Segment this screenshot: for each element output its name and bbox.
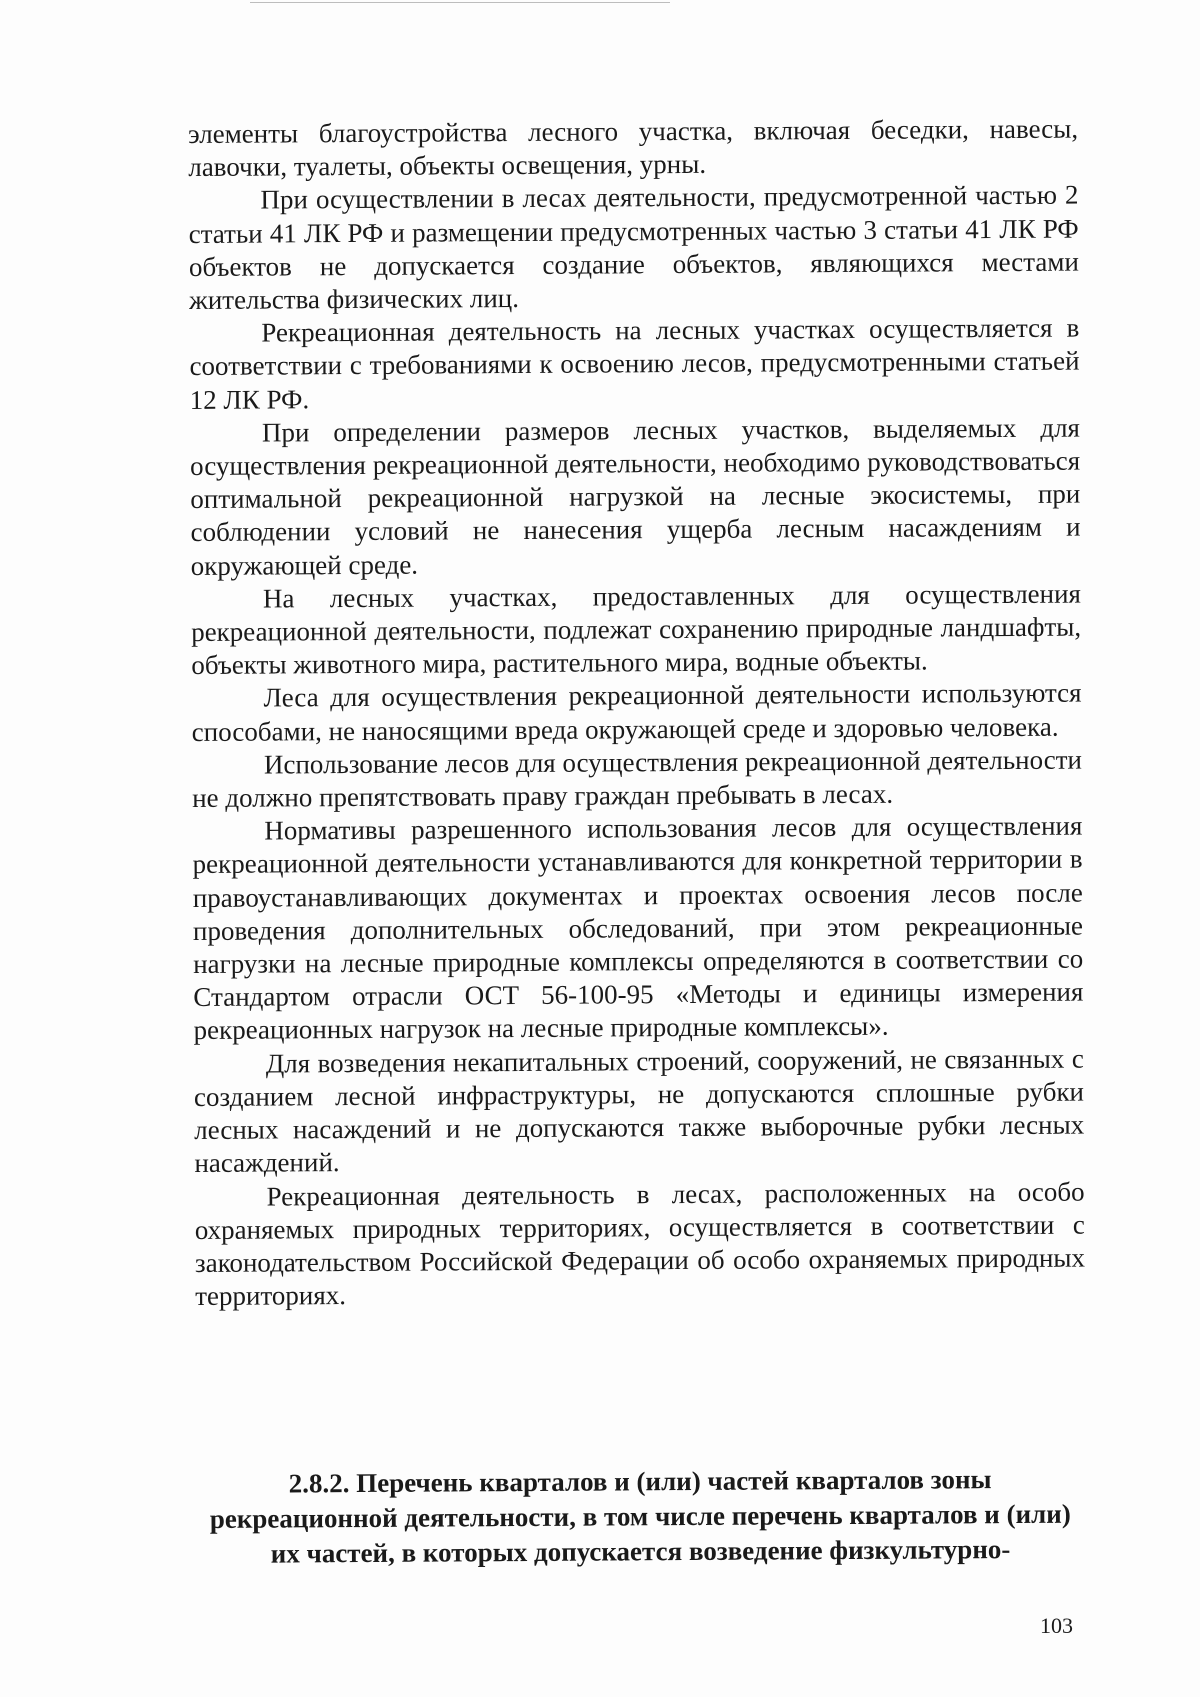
paragraph: На лесных участках, предоставленных для осуществления рекреационной деятельности, подлежат сохранению природные ландшафты, объекты животного мира, растительного мира, водные объекты. [191, 578, 1082, 681]
paragraph: Рекреационная деятельность в лесах, расположенных на особо охраняемых природных территориях, осуществляется в соответствии с законодательством Российской Федерации об особо охраняемых природных территориях. [194, 1176, 1086, 1312]
paragraph: При определении размеров лесных участков, выделяемых для осуществления рекреационной деятельности, необходимо руководствоваться оптимальной рекреационной нагрузкой на лесные экосистемы, при соблюдении условий не нанесения ущерба лесным насаждениям и окружающей среде. [190, 412, 1081, 581]
section-heading: 2.8.2. Перечень кварталов и (или) частей кварталов зоны рекреационной деятельности, в том числе перечень кварталов и (или) их частей, в которых допускается возведение физкультурно- [209, 1464, 1071, 1569]
page-number: 103 [1040, 1613, 1073, 1638]
scan-edge-line [250, 2, 670, 3]
paragraph: При осуществлении в лесах деятельности, предусмотренной частью 2 статьи 41 ЛК РФ и размещении предусмотренных частью 3 статьи 41 ЛК РФ объектов не допускается создание объектов, являющихся местами жительства физических лиц. [188, 179, 1079, 316]
paragraph: Для возведения некапитальных строений, сооружений, не связанных с созданием лесной инфраструктуры, не допускаются сплошные рубки лесных насаждений и не допускаются также выборочные рубки лесных насаждений. [193, 1043, 1085, 1179]
paragraph: Рекреационная деятельность на лесных участках осуществляется в соответствии с требованиями к освоению лесов, предусмотренными статьей 12 ЛК РФ. [189, 312, 1080, 415]
paragraph: Леса для осуществления рекреационной деятельности используются способами, не наносящими вреда окружающей среде и здоровью человека. [191, 678, 1082, 747]
paragraph-continuation: элементы благоустройства лесного участка, включая беседки, навесы, лавочки, туалеты, объекты освещения, урны. [188, 113, 1079, 183]
body-text [188, 113, 1085, 1314]
paragraph: Использование лесов для осуществления рекреационной деятельности не должно препятствовать праву граждан пребывать в лесах. [192, 744, 1083, 814]
paragraph: Нормативы разрешенного использования лесов для осуществления рекреационной деятельности устанавливаются для конкретной территории в правоустанавливающих документах и проектах освоения лесов после проведения дополнительных обследований, при этом рекреационные нагрузки на лесные природные комплексы определяются в соответствии со Стандартом отрасли ОСТ 56-100-95 «Методы и единицы измерения рекреационных нагрузок на лесные природные комплексы». [192, 810, 1084, 1046]
